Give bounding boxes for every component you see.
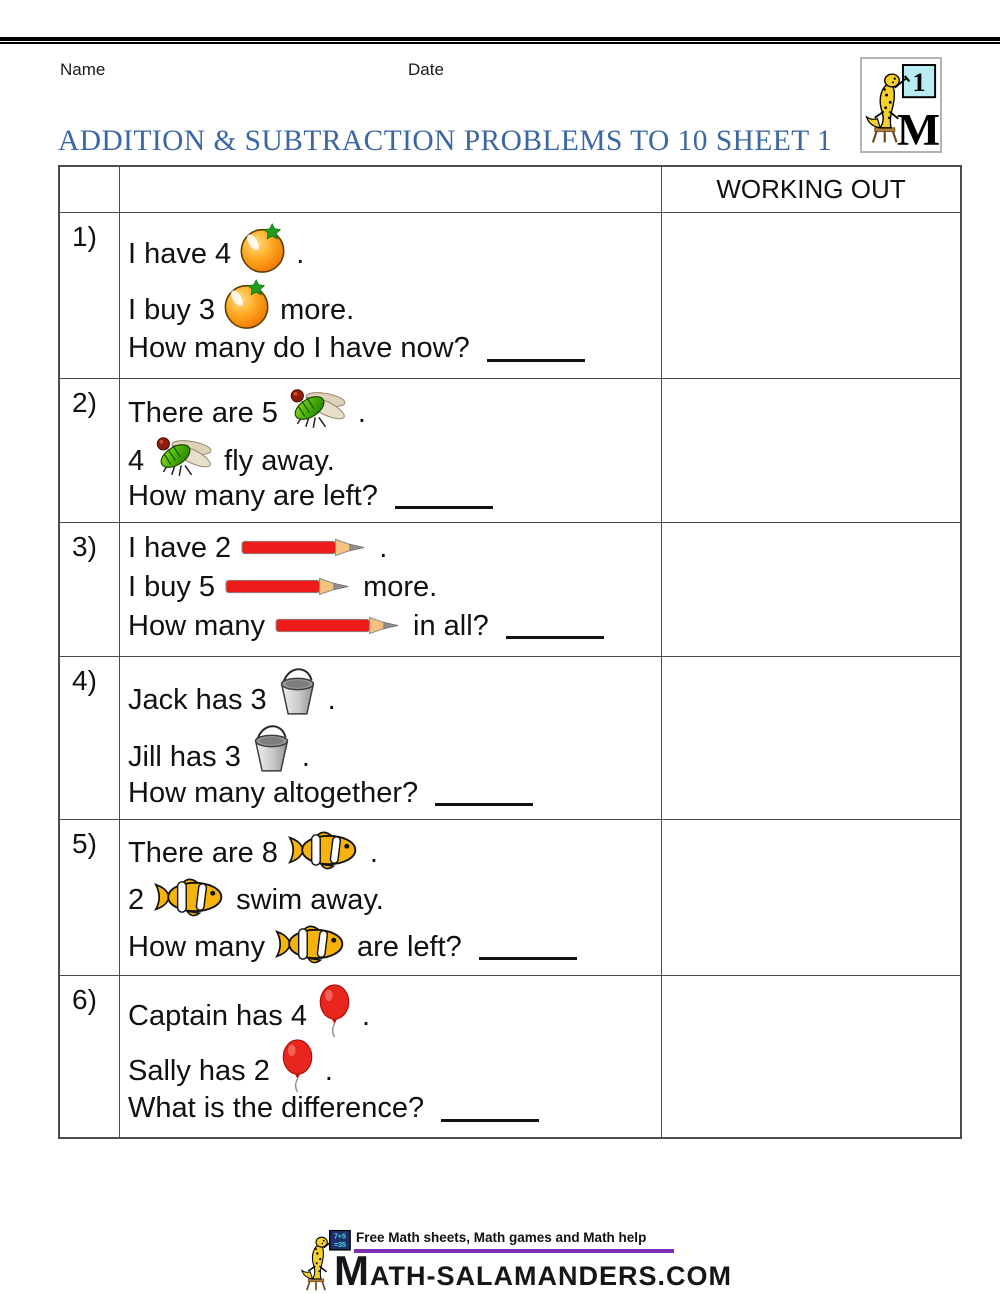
problem-4-content xyxy=(120,657,662,820)
problem-text: How many do I have now? xyxy=(128,332,470,365)
wordmark-initial: M xyxy=(334,1247,370,1294)
problem-text: . xyxy=(301,741,310,774)
problem-text: Jill has 3 xyxy=(128,741,241,774)
header-number-cell xyxy=(60,167,120,213)
problem-6-number: 6) xyxy=(60,976,120,1137)
problem-text: I have 4 xyxy=(128,238,232,271)
balloon-icon xyxy=(316,984,353,1039)
problem-text: I buy 5 xyxy=(128,570,216,603)
date-label: Date xyxy=(408,60,444,79)
problem-line xyxy=(128,720,653,773)
problem-line xyxy=(128,385,653,429)
problem-text: Jack has 3 xyxy=(128,683,267,716)
problem-text: . xyxy=(296,238,305,271)
problem-4-working-out[interactable] xyxy=(662,657,960,820)
problem-text: in all? xyxy=(413,609,489,642)
footer-brand xyxy=(300,1228,732,1294)
problem-line xyxy=(128,1093,653,1124)
footer-wordmark xyxy=(334,1247,732,1294)
problem-4-number: 4) xyxy=(60,657,120,820)
answer-blank[interactable] xyxy=(441,1115,539,1122)
problem-1-content xyxy=(120,213,662,379)
top-double-rule xyxy=(0,37,1000,44)
problem-line xyxy=(128,875,653,916)
pencil-icon xyxy=(240,537,370,558)
clownfish-icon xyxy=(287,828,361,872)
fly-icon xyxy=(287,385,349,431)
problem-line xyxy=(128,222,653,270)
problem-6-content xyxy=(120,976,662,1137)
problem-text: I buy 3 xyxy=(128,293,216,326)
problem-line xyxy=(128,1039,653,1087)
pencil-icon xyxy=(274,615,404,636)
problem-line xyxy=(128,572,653,603)
bucket-icon xyxy=(276,663,319,718)
problem-5-number: 5) xyxy=(60,820,120,976)
problem-line xyxy=(128,778,653,809)
problem-line xyxy=(128,481,653,512)
problem-text: . xyxy=(357,396,366,429)
logo-badge-number: 1 xyxy=(912,67,926,97)
page-title: ADDITION & SUBTRACTION PROBLEMS TO 10 SHEET 1 xyxy=(58,124,833,157)
fly-icon xyxy=(153,433,215,479)
answer-blank[interactable] xyxy=(479,953,577,960)
problem-5-working-out[interactable] xyxy=(662,820,960,976)
problem-text: fly away. xyxy=(224,444,335,477)
problem-2-number: 2) xyxy=(60,379,120,523)
problem-text: Captain has 4 xyxy=(128,1000,307,1033)
problem-line xyxy=(128,828,653,869)
problem-text: . xyxy=(379,531,388,564)
problem-1-working-out[interactable] xyxy=(662,213,960,379)
footer-board-sum-1: 7+5 xyxy=(334,1233,346,1241)
problem-line xyxy=(128,611,653,642)
problem-line xyxy=(128,663,653,716)
problem-text: What is the difference? xyxy=(128,1092,425,1125)
problem-line xyxy=(128,433,653,477)
balloon-icon xyxy=(279,1039,316,1094)
footer-tagline: Free Math sheets, Math games and Math help xyxy=(356,1230,647,1245)
problems-table xyxy=(58,165,962,1139)
pencil-icon xyxy=(224,576,354,597)
problem-text: more. xyxy=(280,293,355,326)
clownfish-icon xyxy=(274,922,348,966)
problem-line xyxy=(128,533,653,564)
problem-text: How many altogether? xyxy=(128,776,419,809)
name-label: Name xyxy=(60,60,106,79)
problem-text: are left? xyxy=(357,930,462,963)
footer-board-sum-2: =35 xyxy=(334,1242,346,1250)
problem-line xyxy=(128,333,653,364)
orange-icon xyxy=(240,222,287,274)
problem-text: . xyxy=(369,836,378,869)
problem-text: . xyxy=(361,1000,371,1033)
problem-text: swim away. xyxy=(236,883,384,916)
problem-text: 4 xyxy=(128,444,145,477)
problem-line xyxy=(128,278,653,326)
wordmark-rest: ATH-SALAMANDERS.COM xyxy=(370,1261,732,1291)
logo-letter-m: M xyxy=(896,103,940,151)
working-out-header: WORKING OUT xyxy=(662,167,960,213)
problem-3-working-out[interactable] xyxy=(662,523,960,657)
answer-blank[interactable] xyxy=(435,799,533,806)
bucket-icon xyxy=(250,720,293,775)
clownfish-icon xyxy=(153,875,227,919)
answer-blank[interactable] xyxy=(487,355,585,362)
problem-text: How many are left? xyxy=(128,479,378,512)
problem-text: . xyxy=(327,683,336,716)
problem-text: 2 xyxy=(128,883,145,916)
problem-line xyxy=(128,984,653,1032)
problem-6-working-out[interactable] xyxy=(662,976,960,1137)
problem-text: Sally has 2 xyxy=(128,1054,270,1087)
problem-3-number: 3) xyxy=(60,523,120,657)
problem-text: more. xyxy=(363,570,438,603)
answer-blank[interactable] xyxy=(506,632,604,639)
problem-1-number: 1) xyxy=(60,213,120,379)
problem-2-content xyxy=(120,379,662,523)
problem-2-working-out[interactable] xyxy=(662,379,960,523)
problem-line xyxy=(128,922,653,963)
header-problem-cell xyxy=(120,167,662,213)
answer-blank[interactable] xyxy=(395,502,493,509)
problem-text: How many xyxy=(128,930,265,963)
problem-text: There are 8 xyxy=(128,836,278,869)
problem-text: How many xyxy=(128,609,265,642)
problem-5-content xyxy=(120,820,662,976)
orange-icon xyxy=(224,278,271,330)
problem-text: . xyxy=(324,1054,333,1087)
problem-text: There are 5 xyxy=(128,396,278,429)
problem-3-content xyxy=(120,523,662,657)
problem-text: I have 2 xyxy=(128,531,232,564)
